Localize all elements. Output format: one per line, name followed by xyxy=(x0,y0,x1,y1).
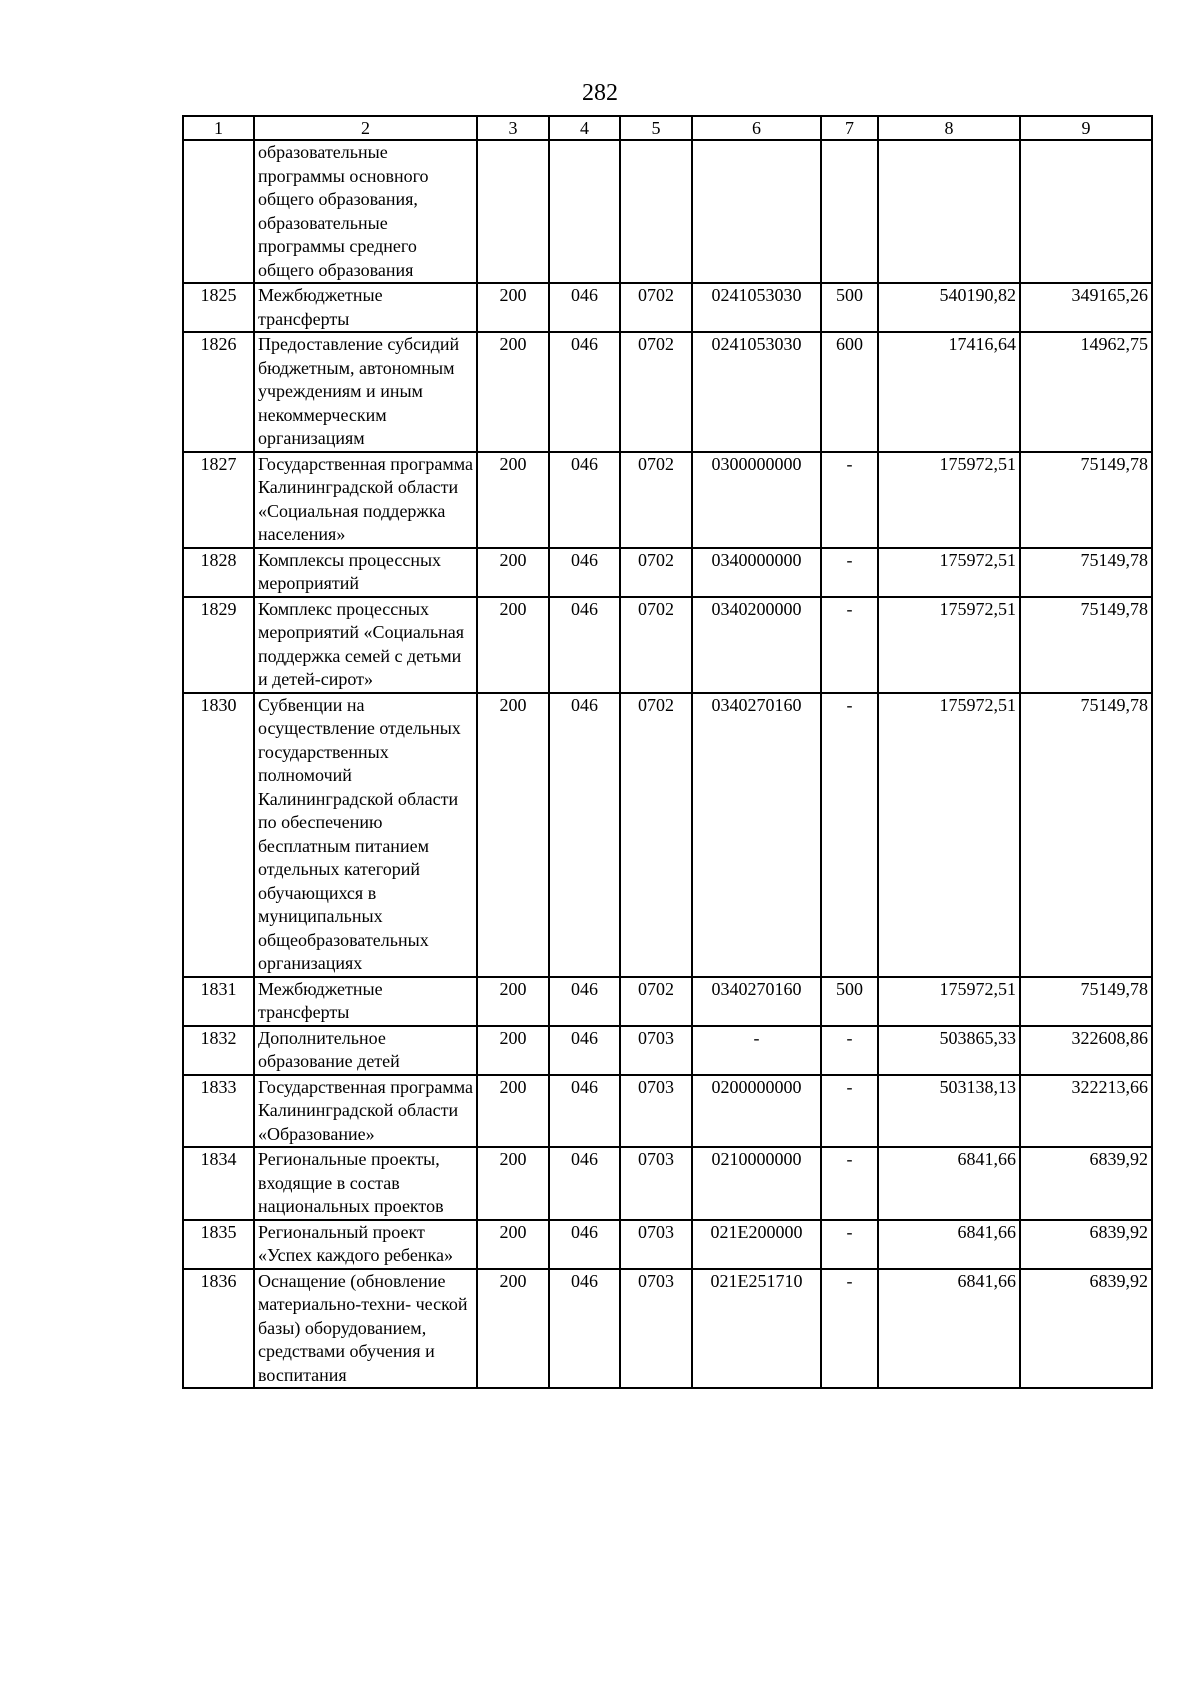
cell-c8: 503138,13 xyxy=(878,1075,1020,1148)
row-number: 1831 xyxy=(183,977,254,1026)
cell-c7: - xyxy=(821,452,878,548)
cell-c3: 200 xyxy=(477,977,549,1026)
cell-c9: 322608,86 xyxy=(1020,1026,1152,1075)
cell-c4: 046 xyxy=(549,1075,620,1148)
cell-c9: 6839,92 xyxy=(1020,1220,1152,1269)
cell-c4: 046 xyxy=(549,1220,620,1269)
column-header: 4 xyxy=(549,116,620,140)
cell-c5: 0703 xyxy=(620,1075,692,1148)
cell-c9: 322213,66 xyxy=(1020,1075,1152,1148)
row-name: образовательные программы основного общего образования, образовательные программы среднего общего образования xyxy=(254,140,477,283)
row-number: 1828 xyxy=(183,548,254,597)
cell-c3: 200 xyxy=(477,1220,549,1269)
cell-c4: 046 xyxy=(549,283,620,332)
cell-c9: 349165,26 xyxy=(1020,283,1152,332)
cell-c3: 200 xyxy=(477,332,549,452)
row-number: 1825 xyxy=(183,283,254,332)
table-row xyxy=(183,1147,1152,1220)
cell-c7: - xyxy=(821,1220,878,1269)
cell-c8: 175972,51 xyxy=(878,597,1020,693)
cell-c8 xyxy=(878,140,1020,283)
table-row xyxy=(183,140,1152,283)
row-name: Предоставление субсидий бюджетным, автономным учреждениям и иным некоммерческим организациям xyxy=(254,332,477,452)
cell-c6: 021E251710 xyxy=(692,1269,821,1389)
column-header: 2 xyxy=(254,116,477,140)
cell-c8: 175972,51 xyxy=(878,548,1020,597)
row-name: Региональные проекты, входящие в состав национальных проектов xyxy=(254,1147,477,1220)
row-name: Межбюджетные трансферты xyxy=(254,283,477,332)
cell-c4: 046 xyxy=(549,548,620,597)
cell-c6: 0300000000 xyxy=(692,452,821,548)
cell-c7: 500 xyxy=(821,977,878,1026)
row-number: 1826 xyxy=(183,332,254,452)
column-header: 1 xyxy=(183,116,254,140)
cell-c7: - xyxy=(821,693,878,977)
cell-c9: 75149,78 xyxy=(1020,693,1152,977)
cell-c5: 0702 xyxy=(620,283,692,332)
cell-c5: 0703 xyxy=(620,1147,692,1220)
cell-c4 xyxy=(549,140,620,283)
row-name: Субвенции на осуществление отдельных государственных полномочий Калининградской области по обеспечению бесплатным питанием отдельных категорий обучающихся в муниципальных общеобразовательных организациях xyxy=(254,693,477,977)
cell-c9: 14962,75 xyxy=(1020,332,1152,452)
cell-c6: 0241053030 xyxy=(692,283,821,332)
cell-c8: 503865,33 xyxy=(878,1026,1020,1075)
cell-c9: 6839,92 xyxy=(1020,1269,1152,1389)
cell-c5: 0702 xyxy=(620,977,692,1026)
row-name: Комплексы процессных мероприятий xyxy=(254,548,477,597)
cell-c8: 6841,66 xyxy=(878,1147,1020,1220)
cell-c7: 600 xyxy=(821,332,878,452)
row-number: 1832 xyxy=(183,1026,254,1075)
table-row xyxy=(183,693,1152,977)
table-row xyxy=(183,1075,1152,1148)
cell-c8: 17416,64 xyxy=(878,332,1020,452)
table-row xyxy=(183,1026,1152,1075)
table-row xyxy=(183,597,1152,693)
row-name: Государственная программа Калининградской области «Образование» xyxy=(254,1075,477,1148)
cell-c3 xyxy=(477,140,549,283)
cell-c9: 75149,78 xyxy=(1020,977,1152,1026)
cell-c8: 175972,51 xyxy=(878,977,1020,1026)
cell-c7: - xyxy=(821,1147,878,1220)
row-name: Региональный проект «Успех каждого ребенка» xyxy=(254,1220,477,1269)
cell-c8: 540190,82 xyxy=(878,283,1020,332)
page-number: 282 xyxy=(582,80,618,106)
cell-c4: 046 xyxy=(549,1269,620,1389)
cell-c6: 0200000000 xyxy=(692,1075,821,1148)
row-name: Межбюджетные трансферты xyxy=(254,977,477,1026)
cell-c4: 046 xyxy=(549,597,620,693)
cell-c3: 200 xyxy=(477,1075,549,1148)
cell-c6 xyxy=(692,140,821,283)
table-body xyxy=(183,140,1152,1388)
cell-c3: 200 xyxy=(477,283,549,332)
cell-c7: 500 xyxy=(821,283,878,332)
column-header: 6 xyxy=(692,116,821,140)
cell-c6: 0210000000 xyxy=(692,1147,821,1220)
cell-c6: 0241053030 xyxy=(692,332,821,452)
table-row xyxy=(183,548,1152,597)
cell-c5: 0702 xyxy=(620,332,692,452)
cell-c5: 0703 xyxy=(620,1220,692,1269)
row-number: 1833 xyxy=(183,1075,254,1148)
cell-c3: 200 xyxy=(477,1147,549,1220)
table-row xyxy=(183,1269,1152,1389)
cell-c8: 6841,66 xyxy=(878,1269,1020,1389)
cell-c7: - xyxy=(821,1269,878,1389)
table-row xyxy=(183,332,1152,452)
row-number: 1835 xyxy=(183,1220,254,1269)
cell-c5: 0702 xyxy=(620,597,692,693)
row-number: 1834 xyxy=(183,1147,254,1220)
cell-c5: 0703 xyxy=(620,1269,692,1389)
cell-c3: 200 xyxy=(477,452,549,548)
cell-c7: - xyxy=(821,548,878,597)
row-number: 1836 xyxy=(183,1269,254,1389)
row-number xyxy=(183,140,254,283)
column-header: 7 xyxy=(821,116,878,140)
row-name: Оснащение (обновление материально-техни- ческой базы) оборудованием, средствами обучения и воспитания xyxy=(254,1269,477,1389)
row-number: 1830 xyxy=(183,693,254,977)
cell-c9: 75149,78 xyxy=(1020,597,1152,693)
cell-c3: 200 xyxy=(477,693,549,977)
column-header: 3 xyxy=(477,116,549,140)
cell-c6: - xyxy=(692,1026,821,1075)
table-row xyxy=(183,1220,1152,1269)
cell-c7: - xyxy=(821,597,878,693)
cell-c5: 0702 xyxy=(620,693,692,977)
cell-c3: 200 xyxy=(477,597,549,693)
cell-c9 xyxy=(1020,140,1152,283)
row-number: 1829 xyxy=(183,597,254,693)
row-number: 1827 xyxy=(183,452,254,548)
column-number-row xyxy=(183,116,1152,140)
cell-c3: 200 xyxy=(477,548,549,597)
column-header: 5 xyxy=(620,116,692,140)
cell-c6: 0340270160 xyxy=(692,977,821,1026)
budget-table xyxy=(182,115,1153,1389)
cell-c4: 046 xyxy=(549,1026,620,1075)
cell-c4: 046 xyxy=(549,977,620,1026)
row-name: Комплекс процессных мероприятий «Социальная поддержка семей с детьми и детей-сирот» xyxy=(254,597,477,693)
cell-c6: 021E200000 xyxy=(692,1220,821,1269)
cell-c3: 200 xyxy=(477,1269,549,1389)
column-header: 8 xyxy=(878,116,1020,140)
cell-c3: 200 xyxy=(477,1026,549,1075)
cell-c4: 046 xyxy=(549,452,620,548)
row-name: Дополнительное образование детей xyxy=(254,1026,477,1075)
cell-c6: 0340000000 xyxy=(692,548,821,597)
table-row xyxy=(183,283,1152,332)
cell-c9: 75149,78 xyxy=(1020,548,1152,597)
cell-c9: 75149,78 xyxy=(1020,452,1152,548)
cell-c7 xyxy=(821,140,878,283)
cell-c4: 046 xyxy=(549,1147,620,1220)
cell-c4: 046 xyxy=(549,693,620,977)
cell-c5: 0702 xyxy=(620,452,692,548)
cell-c5 xyxy=(620,140,692,283)
cell-c6: 0340200000 xyxy=(692,597,821,693)
column-header: 9 xyxy=(1020,116,1152,140)
table-row xyxy=(183,452,1152,548)
cell-c6: 0340270160 xyxy=(692,693,821,977)
cell-c7: - xyxy=(821,1075,878,1148)
cell-c4: 046 xyxy=(549,332,620,452)
cell-c8: 175972,51 xyxy=(878,693,1020,977)
cell-c8: 6841,66 xyxy=(878,1220,1020,1269)
row-name: Государственная программа Калининградской области «Социальная поддержка населения» xyxy=(254,452,477,548)
cell-c5: 0703 xyxy=(620,1026,692,1075)
cell-c9: 6839,92 xyxy=(1020,1147,1152,1220)
cell-c8: 175972,51 xyxy=(878,452,1020,548)
cell-c7: - xyxy=(821,1026,878,1075)
table-row xyxy=(183,977,1152,1026)
cell-c5: 0702 xyxy=(620,548,692,597)
